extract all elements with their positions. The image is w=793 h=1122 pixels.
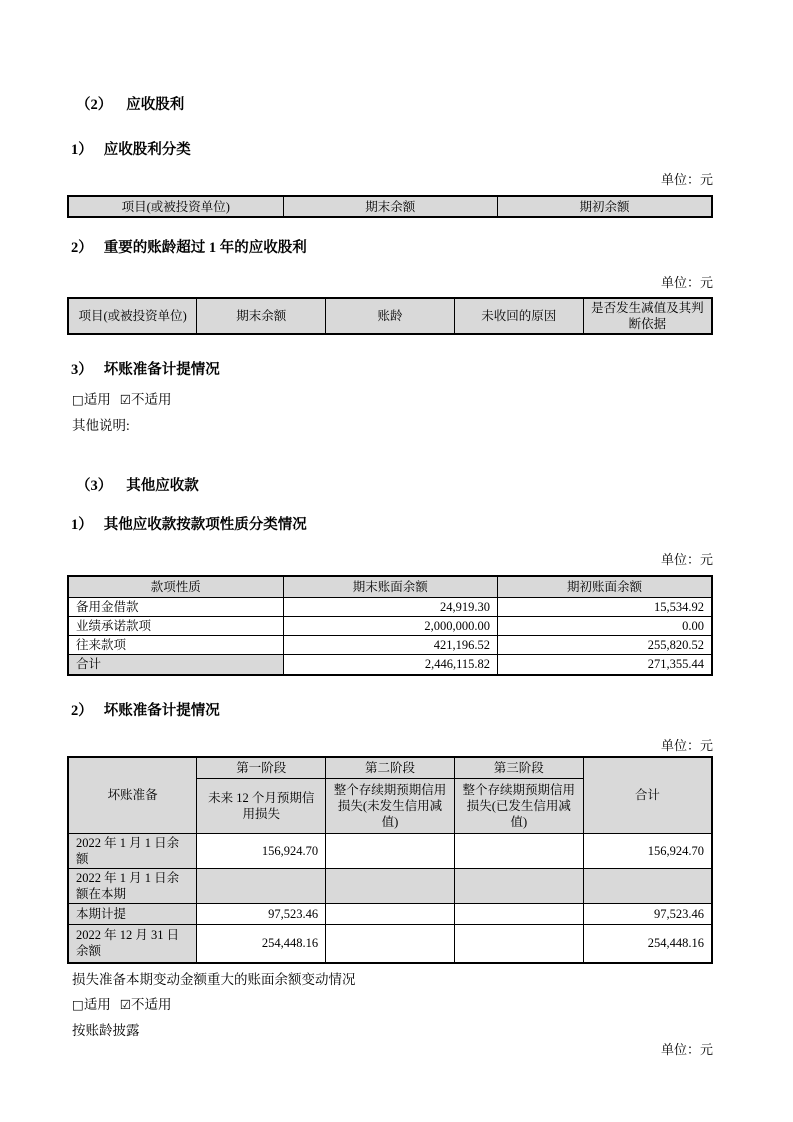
table-header-cell: 账龄 — [326, 298, 455, 334]
stage2-value-cell — [326, 833, 455, 868]
stage3-header-cell: 第三阶段 — [454, 757, 583, 778]
subsection-title: 坏账准备计提情况 — [103, 703, 220, 719]
stage3-value-cell — [454, 924, 583, 963]
table-row — [68, 597, 712, 616]
table-header-cell: 项目(或被投资单位) — [68, 196, 283, 217]
unit-label: 单位：元 — [660, 275, 713, 290]
total-header-cell: 合计 — [583, 757, 712, 833]
subsection-number: 3） — [71, 362, 93, 378]
table-header-cell: 期末余额 — [197, 298, 326, 334]
table-header-cell: 是否发生减值及其判断依据 — [583, 298, 712, 334]
checkbox-label: 不适用 — [131, 392, 172, 407]
opening-balance-cell: 255,820.52 — [498, 635, 712, 654]
stage1-value-cell: 156,924.70 — [197, 833, 326, 868]
checkbox-label: 适用 — [83, 392, 111, 407]
dividends-bad-debt-heading — [71, 362, 713, 378]
stage3-value-cell — [454, 903, 583, 924]
applicability-line — [72, 392, 713, 408]
table-row — [68, 833, 712, 868]
stage3-description-cell: 整个存续期预期信用损失(已发生信用减值) — [454, 778, 583, 833]
other-receivables-by-nature-heading — [71, 517, 713, 533]
table-row — [68, 616, 712, 635]
stage1-value-cell: 254,448.16 — [197, 924, 326, 963]
stage1-value-cell — [197, 868, 326, 903]
section-number: （3） — [76, 478, 113, 494]
bad-debt-provision-table — [67, 756, 713, 964]
table-header-cell: 未收回的原因 — [454, 298, 583, 334]
table-header-cell: 期初余额 — [498, 196, 712, 217]
aging-disclosure-note: 按账龄披露 — [72, 1023, 140, 1038]
total-label-cell: 合计 — [68, 654, 283, 675]
row-label-cell: 2022 年 12 月 31 日余额 — [68, 924, 197, 963]
table-header-cell: 期末账面余额 — [283, 576, 497, 597]
opening-balance-cell: 271,355.44 — [498, 654, 712, 675]
subsection-title: 坏账准备计提情况 — [103, 362, 220, 378]
stage2-value-cell — [326, 924, 455, 963]
row-label-cell: 2022 年 1 月 1 日余额 — [68, 833, 197, 868]
stage1-value-cell: 97,523.46 — [197, 903, 326, 924]
total-value-cell — [583, 868, 712, 903]
row-label-cell: 2022 年 1 月 1 日余额在本期 — [68, 868, 197, 903]
stage1-header-cell: 第一阶段 — [197, 757, 326, 778]
unit-label: 单位：元 — [660, 1042, 713, 1057]
table-header-row — [68, 298, 712, 334]
checkbox-label: 适用 — [83, 997, 111, 1012]
checkbox-unchecked-icon: □ — [72, 997, 84, 1012]
closing-balance-cell: 2,446,115.82 — [283, 654, 497, 675]
table-row — [68, 903, 712, 924]
dividends-classification-heading — [71, 142, 713, 158]
closing-balance-cell: 421,196.52 — [283, 635, 497, 654]
dividends-over-one-year-table — [67, 297, 713, 335]
opening-balance-cell: 0.00 — [498, 616, 712, 635]
table-row — [68, 868, 712, 903]
stage3-value-cell — [454, 833, 583, 868]
stage2-header-cell: 第二阶段 — [326, 757, 455, 778]
row-label-cell: 本期计提 — [68, 903, 197, 924]
subsection-title: 重要的账龄超过 1 年的应收股利 — [103, 240, 307, 256]
checkbox-label: 不适用 — [131, 997, 172, 1012]
subsection-number: 2） — [71, 240, 93, 256]
unit-label: 单位：元 — [660, 172, 713, 187]
subsection-number: 2） — [71, 703, 93, 719]
subsection-number: 1） — [71, 517, 93, 533]
subsection-title: 其他应收款按款项性质分类情况 — [103, 517, 307, 533]
stage-header-row — [68, 757, 712, 778]
row-label-cell: 往来款项 — [68, 635, 283, 654]
other-receivables-by-nature-table — [67, 575, 713, 676]
unit-label: 单位：元 — [660, 738, 713, 753]
stage2-value-cell — [326, 868, 455, 903]
opening-balance-cell: 15,534.92 — [498, 597, 712, 616]
total-value-cell: 97,523.46 — [583, 903, 712, 924]
unit-label: 单位：元 — [660, 552, 713, 567]
total-value-cell: 254,448.16 — [583, 924, 712, 963]
major-change-note: 损失准备本期变动金额重大的账面余额变动情况 — [72, 972, 356, 987]
row-label-cell: 业绩承诺款项 — [68, 616, 283, 635]
dividends-over-one-year-heading — [71, 240, 713, 256]
table-header-cell: 期初账面余额 — [498, 576, 712, 597]
table-row — [68, 635, 712, 654]
table-header-row — [68, 196, 712, 217]
checkbox-unchecked-icon: □ — [72, 392, 84, 407]
table-total-row — [68, 654, 712, 675]
section-title: 应收股利 — [126, 97, 185, 113]
table-header-row — [68, 576, 712, 597]
stage2-value-cell — [326, 903, 455, 924]
stage2-description-cell: 整个存续期预期信用损失(未发生信用减值) — [326, 778, 455, 833]
section-dividends-heading — [76, 97, 713, 113]
table-row — [68, 924, 712, 963]
subsection-title: 应收股利分类 — [103, 142, 191, 158]
checkbox-checked-icon: ☑ — [119, 392, 132, 407]
section-other-receivables-heading — [76, 478, 713, 494]
stage3-value-cell — [454, 868, 583, 903]
table-header-cell: 期末余额 — [283, 196, 497, 217]
other-note-label: 其他说明: — [72, 418, 130, 433]
applicability-line — [72, 997, 713, 1013]
dividends-classification-table — [67, 195, 713, 218]
stage1-description-cell: 未来 12 个月预期信用损失 — [197, 778, 326, 833]
other-receivables-bad-debt-heading — [71, 703, 713, 719]
closing-balance-cell: 24,919.30 — [283, 597, 497, 616]
closing-balance-cell: 2,000,000.00 — [283, 616, 497, 635]
table-header-cell: 项目(或被投资单位) — [68, 298, 197, 334]
section-number: （2） — [76, 97, 113, 113]
section-title: 其他应收款 — [126, 478, 199, 494]
table-header-cell: 款项性质 — [68, 576, 283, 597]
row-label-cell: 备用金借款 — [68, 597, 283, 616]
total-value-cell: 156,924.70 — [583, 833, 712, 868]
corner-header-cell: 坏账准备 — [68, 757, 197, 833]
subsection-number: 1） — [71, 142, 93, 158]
checkbox-checked-icon: ☑ — [119, 997, 132, 1012]
